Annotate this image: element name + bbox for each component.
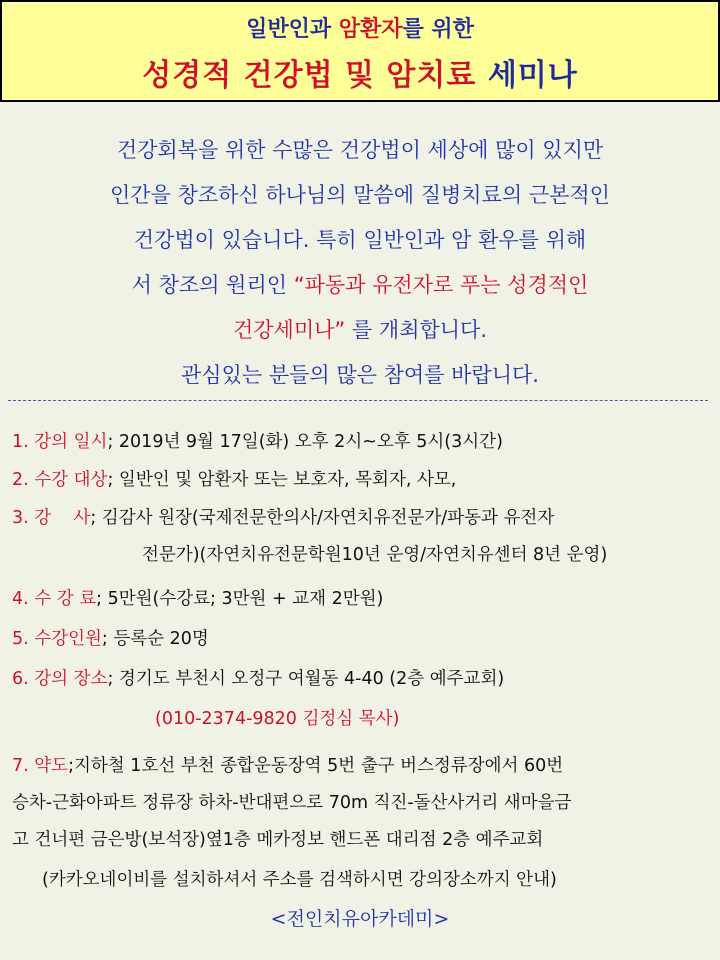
detail-venue: 6. 강의 장소; 경기도 부천시 오정구 여월동 4-40 (2층 예주교회) xyxy=(12,669,505,689)
intro-line-4: 서 창조의 원리인 “파동과 유전자로 푸는 성경적인 xyxy=(131,273,589,297)
intro-line-2: 인간을 창조하신 하나님의 말씀에 질병치료의 근본적인 xyxy=(110,183,610,207)
detail-fee: 4. 수 강 료; 5만원(수강료; 3만원 + 교재 2만원) xyxy=(12,589,384,609)
intro-line-3: 건강법이 있습니다. 특히 일반인과 암 환우를 위해 xyxy=(133,228,587,252)
banner-title: 성경적 건강법 및 암치료 세미나 xyxy=(142,58,578,93)
intro-line-5: 건강세미나” 를 개최합니다. xyxy=(232,318,488,342)
intro-line-1: 건강회복을 위한 수많은 건강법이 세상에 많이 있지만 xyxy=(116,138,604,162)
detail-capacity: 5. 수강인원; 등록순 20명 xyxy=(12,629,209,649)
section-divider xyxy=(8,400,708,401)
intro-paragraph xyxy=(0,128,720,398)
detail-directions-line-3: 고 건너편 금은방(보석장)옆1층 메카정보 핸드폰 대리점 2층 예주교회 xyxy=(12,830,544,850)
detail-lecturer: 3. 강 사; 김감사 원장(국제전문한의사/자연치유전문가/파동과 유전자 xyxy=(12,508,555,528)
detail-directions-line-2: 승차-근화아파트 정류장 하차-반대편으로 70m 직진-돌산사거리 새마을금 xyxy=(12,793,572,813)
detail-directions-note: (카카오네이비를 설치하셔서 주소를 검색하시면 강의장소까지 안내) xyxy=(42,870,557,890)
detail-directions: 7. 약도;지하철 1호선 부천 종합운동장역 5번 출구 버스정류장에서 60번 xyxy=(12,756,564,776)
detail-audience: 2. 수강 대상; 일반인 및 암환자 또는 보호자, 목회자, 사모, xyxy=(12,470,457,490)
title-banner xyxy=(0,0,720,102)
detail-venue-contact: (010-2374-9820 김정심 목사) xyxy=(155,709,400,729)
organizer-name: <전인치유아카데미> xyxy=(270,908,450,930)
intro-line-6: 관심있는 분들의 많은 참여를 바랍니다. xyxy=(181,363,539,387)
banner-subtitle: 일반인과 암환자를 위한 xyxy=(246,17,474,42)
detail-date: 1. 강의 일시; 2019년 9월 17일(화) 오후 2시~오후 5시(3시간) xyxy=(12,432,503,452)
detail-lecturer-cont: 전문가)(자연치유전문학원10년 운영/자연치유센터 8년 운영) xyxy=(142,545,608,565)
